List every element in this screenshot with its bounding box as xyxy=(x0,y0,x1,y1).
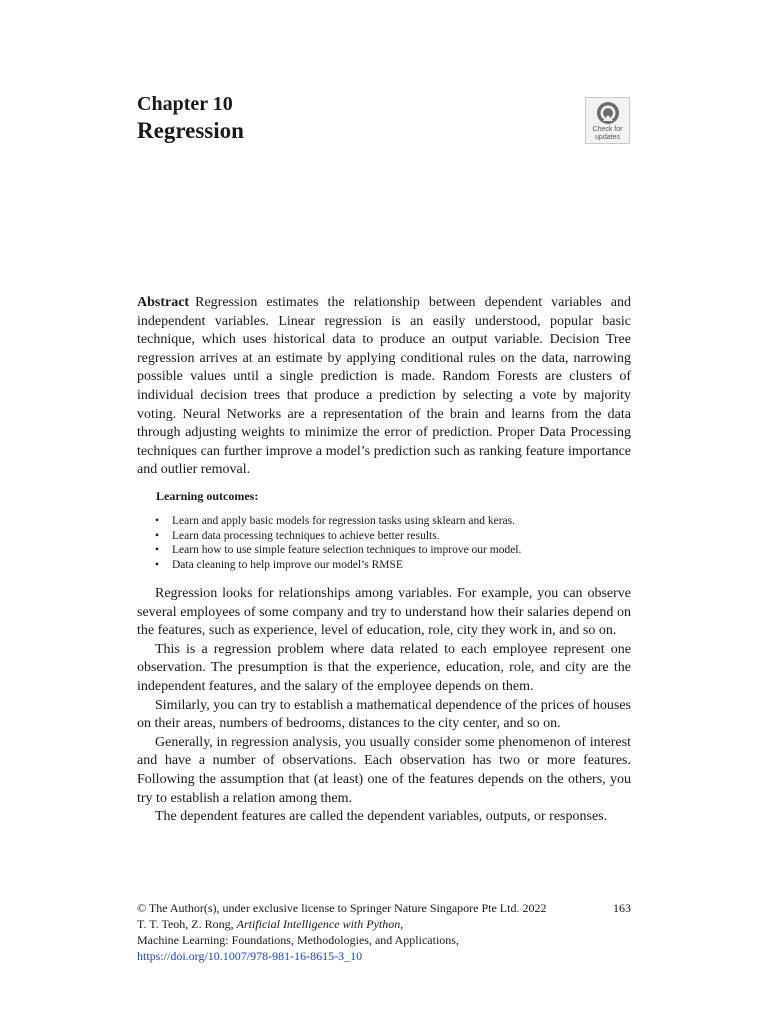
citation-suffix: , xyxy=(400,917,404,931)
learning-outcome-item xyxy=(155,543,521,558)
copyright-line: © The Author(s), under exclusive license to Springer Nature Singapore Pte Ltd. 2022 xyxy=(137,901,547,915)
learning-outcome-text: Learn how to use simple feature selection techniques to improve our model. xyxy=(172,544,522,557)
main-body xyxy=(137,585,631,827)
learning-outcome-item xyxy=(155,529,521,544)
learning-outcomes-list xyxy=(155,514,521,572)
body-paragraph: Regression looks for relationships among variables. For example, you can observe several employees of some company and try to understand how their salaries depend on the features, such as experience, level of education, role, city they work in, and so on. xyxy=(137,586,631,639)
body-paragraph: This is a regression problem where data related to each employee represent one observation. The presumption is that the experience, education, role, and city are the independent features, and the salary of the employee depends on them. xyxy=(137,641,631,694)
bullet-icon: • xyxy=(155,529,160,542)
citation-authors: T. T. Teoh, Z. Rong, xyxy=(137,917,237,931)
body-paragraph: Similarly, you can try to establish a mathematical dependence of the prices of houses on their areas, numbers of bedrooms, distances to the city center, and so on. xyxy=(137,697,631,732)
chapter-label: Chapter 10 xyxy=(137,93,233,115)
series-line: Machine Learning: Foundations, Methodologies, and Applications, xyxy=(137,933,459,947)
bullet-icon: • xyxy=(155,515,160,527)
abstract xyxy=(137,294,631,480)
page-number: 163 xyxy=(613,901,631,915)
footer xyxy=(137,900,631,964)
learning-outcome-text: Learn data processing techniques to achieve better results. xyxy=(172,529,440,542)
learning-outcome-text: Learn and apply basic models for regression tasks using sklearn and keras. xyxy=(172,515,515,527)
learning-outcomes-heading: Learning outcomes: xyxy=(156,489,259,503)
badge-line-2: updates xyxy=(595,134,620,141)
bullet-icon: • xyxy=(155,544,160,557)
body-paragraph: Generally, in regression analysis, you usually consider some phenomenon of interest and have a number of observations. Each observation has two or more features. Following the assumption that (at least) one of the features depends on the others, you try to establish a relation among them. xyxy=(137,734,631,806)
badge-line-1: Check for xyxy=(592,126,623,133)
citation-line xyxy=(137,916,631,932)
abstract-label: Abstract xyxy=(137,295,190,310)
abstract-text: Regression estimates the relationship between dependent variables and independent variables. Linear regression is an easily understood, popular basic technique, which uses historical data to produce an output variable. Decision Tree regression arrives at an estimate by applying conditional rules on the data, narrowing possible values until a single prediction is made. Random Forests are clusters of individual decision trees that produce a prediction by selecting a vote by majority voting. Neural Networks are a representation of the brain and learns from the data through adjusting weights to minimize the error of prediction. Proper Data Processing techniques can further improve a model’s prediction such as ranking feature importance and outlier removal. xyxy=(137,295,631,478)
learning-outcome-item xyxy=(155,514,521,529)
learning-outcome-item xyxy=(155,558,521,573)
body-paragraph: The dependent features are called the dependent variables, outputs, or responses. xyxy=(155,809,608,825)
bullet-icon: • xyxy=(155,558,160,571)
doi-link[interactable]: https://doi.org/10.1007/978-981-16-8615-3_10 xyxy=(137,949,363,963)
citation-book-title: Artificial Intelligence with Python xyxy=(236,917,401,931)
chapter-title: Regression xyxy=(137,118,244,143)
learning-outcome-text: Data cleaning to help improve our model’s RMSE xyxy=(172,558,403,571)
check-for-updates-icon xyxy=(596,101,620,125)
check-for-updates-badge[interactable] xyxy=(585,97,630,144)
